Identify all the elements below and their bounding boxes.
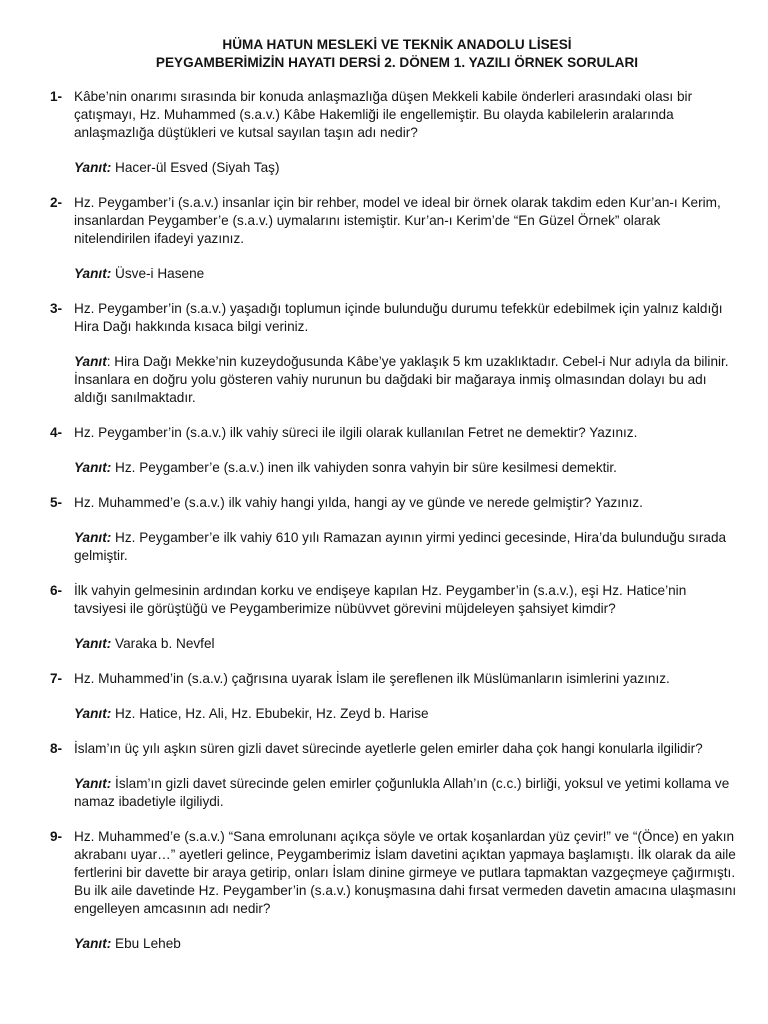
question-number: 3-: [50, 301, 63, 316]
answer-text: : Hira Dağı Mekke’nin kuzeydoğusunda Kâbe’ye yaklaşık 5 km uzaklıktadır. Cebel-i Nur adıyla da bilinir. İnsanlara en doğru yolu gösteren vahiy nurunun bu dağdaki bir mağaraya inmiş olmasından dolayı bu adı aldığı sanılmaktadır.: [74, 354, 729, 405]
question-text: Hz. Muhammed’in (s.a.v.) çağrısına uyarak İslam ile şereflenen ilk Müslümanların isimlerini yazınız.: [74, 671, 670, 686]
question-number: 7-: [50, 671, 63, 686]
question-block-1: [50, 88, 738, 177]
answer-text: İslam’ın gizli davet sürecinde gelen emirler çoğunlukla Allah’ın (c.c.) birliği, yoksul ve yetimi kollama ve namaz ibadetiyle ilgiliydi.: [74, 776, 730, 809]
question-text: Kâbe’nin onarımı sırasında bir konuda anlaşmazlığa düşen Mekkeli kabile önderleri arasındaki olası bir çatışmayı, Hz. Muhammed (s.a.v.) Kâbe Hakemliği ile engellemiştir. Bu olayda kabilelerin aralarında anlaşmazlığa düştükleri ve kutsal sayılan taşın adı nedir?: [74, 89, 693, 140]
answer-label: Yanıt:: [74, 936, 112, 951]
school-name: HÜMA HATUN MESLEKİ VE TEKNİK ANADOLU LİSESİ: [222, 37, 572, 52]
answer-5: [50, 529, 738, 565]
answer-4: [50, 459, 738, 477]
question-block-9: [50, 828, 738, 953]
answer-1: [50, 159, 738, 177]
answer-label: Yanıt:: [74, 460, 112, 475]
question-block-5: [50, 494, 738, 565]
question-number: 1-: [50, 89, 63, 104]
question-block-2: [50, 194, 738, 283]
answer-label: Yanıt:: [74, 776, 112, 791]
answer-label: Yanıt:: [74, 706, 112, 721]
question-number: 6-: [50, 583, 63, 598]
question-text: Hz. Muhammed’e (s.a.v.) ilk vahiy hangi yılda, hangi ay ve günde ve nerede gelmiştir? Yazınız.: [74, 495, 643, 510]
answer-label: Yanıt:: [74, 530, 112, 545]
question-number: 8-: [50, 741, 63, 756]
answer-label: Yanıt: [74, 354, 107, 369]
question-text: Hz. Peygamber’in (s.a.v.) yaşadığı toplumun içinde bulunduğu durumu tefekkür edebilmek için yalnız kaldığı Hira Dağı hakkında kısaca bilgi veriniz.: [74, 301, 723, 334]
question-block-8: [50, 740, 738, 811]
answer-6: [50, 635, 738, 653]
question-6: [50, 582, 738, 618]
answer-text: Hz. Hatice, Hz. Ali, Hz. Ebubekir, Hz. Zeyd b. Harise: [115, 706, 429, 721]
answer-8: [50, 775, 738, 811]
answer-label: Yanıt:: [74, 160, 112, 175]
question-3: [50, 300, 738, 336]
question-9: [50, 828, 738, 918]
question-text: Hz. Peygamber’i (s.a.v.) insanlar için bir rehber, model ve ideal bir örnek olarak takdim eden Kur’an-ı Kerim, insanlardan Peygamber’e (s.a.v.) uymalarını istemiştir. Kur’an-ı Kerim’de “En Güzel Örnek” olarak nitelendirilen ifadeyi yazınız.: [74, 195, 721, 246]
question-number: 2-: [50, 195, 63, 210]
answer-text: Üsve-i Hasene: [115, 266, 205, 281]
answer-9: [50, 935, 738, 953]
answer-text: Ebu Leheb: [115, 936, 181, 951]
answer-label: Yanıt:: [74, 636, 112, 651]
question-text: Hz. Peygamber’in (s.a.v.) ilk vahiy süreci ile ilgili olarak kullanılan Fetret ne demektir? Yazınız.: [74, 425, 638, 440]
answer-text: Hacer-ül Esved (Siyah Taş): [115, 160, 280, 175]
answer-text: Hz. Peygamber’e ilk vahiy 610 yılı Ramazan ayının yirmi yedinci gecesinde, Hira’da bulunduğu sırada gelmiştir.: [74, 530, 727, 563]
answer-3: [50, 353, 738, 407]
exam-title: PEYGAMBERİMİZİN HAYATI DERSİ 2. DÖNEM 1. YAZILI ÖRNEK SORULARI: [155, 55, 639, 70]
document-header: [50, 36, 738, 72]
answer-text: Hz. Peygamber’e (s.a.v.) inen ilk vahiyden sonra vahyin bir süre kesilmesi demektir.: [115, 460, 617, 475]
question-number: 9-: [50, 829, 63, 844]
question-4: [50, 424, 738, 442]
question-2: [50, 194, 738, 248]
answer-2: [50, 265, 738, 283]
question-7: [50, 670, 738, 688]
question-5: [50, 494, 738, 512]
question-text: İslam’ın üç yılı aşkın süren gizli davet sürecinde ayetlerle gelen emirler daha çok hangi konularla ilgilidir?: [74, 741, 703, 756]
question-block-7: [50, 670, 738, 723]
answer-label: Yanıt:: [74, 266, 112, 281]
question-8: [50, 740, 738, 758]
question-block-4: [50, 424, 738, 477]
question-number: 4-: [50, 425, 63, 440]
question-block-6: [50, 582, 738, 653]
question-1: [50, 88, 738, 142]
question-text: Hz. Muhammed’e (s.a.v.) “Sana emrolunanı açıkça söyle ve ortak koşanlardan yüz çevir!” ve “(Önce) en yakın akrabanı uyar…” ayetleri gelince, Peygamberimiz İslam davetini açıktan yapmaya başlamıştı. İlk olarak da aile fertlerini bir davette bir araya getirip, onları İslam dinine girmeye ve putlara tapmaktan vazgeçmeye çağırmıştı. Bu ilk aile davetinde Hz. Peygamber’in (s.a.v.) konuşmasına dahi fırsat vermeden davetin amacına ulaşmasını engelleyen amcasının adı nedir?: [74, 829, 737, 916]
question-block-3: [50, 300, 738, 407]
answer-text: Varaka b. Nevfel: [115, 636, 215, 651]
question-text: İlk vahyin gelmesinin ardından korku ve endişeye kapılan Hz. Peygamber’in (s.a.v.), eşi Hz. Hatice’nin tavsiyesi ile görüştüğü ve Peygamberimize nübüvvet görevini müjdeleyen şahsiyet kimdir?: [74, 583, 687, 616]
answer-7: [50, 705, 738, 723]
question-number: 5-: [50, 495, 63, 510]
